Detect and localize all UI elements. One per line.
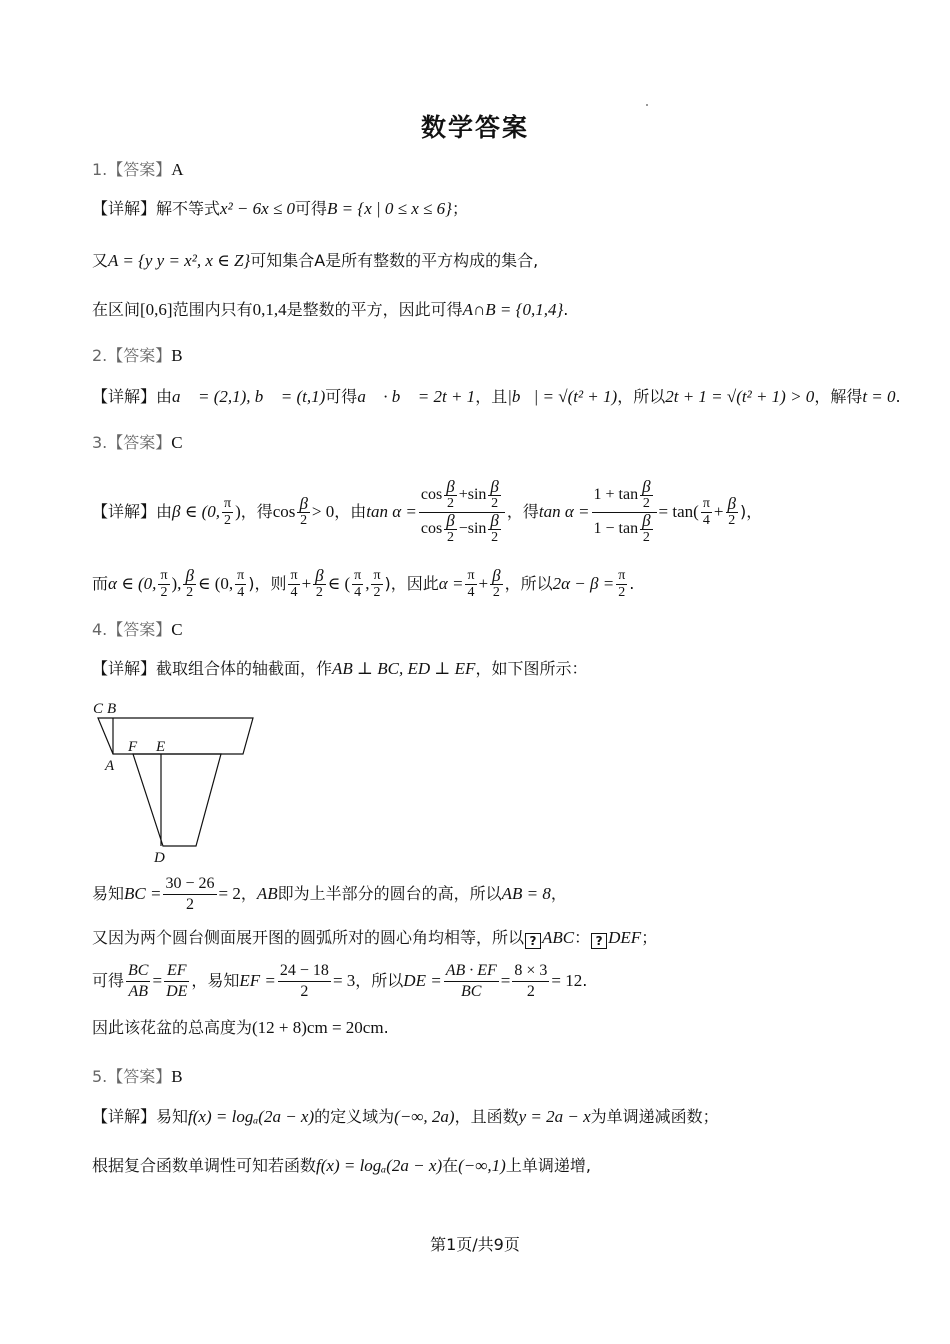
math-vectors: a⃗ = (2,1), b⃗ = (t,1) <box>172 387 326 406</box>
math-alpha-range: α ∈ (0, <box>108 574 157 593</box>
text: 又因为两个圆台侧面展开图的圆弧所对的圆心角均相等，所以 <box>92 928 525 947</box>
text: 易知 <box>156 1107 189 1126</box>
fraction-pi-2 <box>158 568 169 601</box>
denominator: 2 <box>186 584 194 600</box>
text: ，所以 <box>355 971 404 990</box>
denominator: 4 <box>467 584 475 600</box>
numerator: β <box>727 493 736 513</box>
q3-answer-head <box>92 430 183 453</box>
fraction-beta-2 <box>297 493 309 529</box>
denominator: 2 <box>446 529 454 545</box>
q1-head-label: 1.【答案】 <box>92 160 172 179</box>
text: . <box>582 971 588 990</box>
q4-detail-line3 <box>92 927 657 949</box>
text: )，则 <box>248 574 287 593</box>
text: 截取组合体的轴截面，作 <box>156 659 333 678</box>
denominator: 2 <box>618 584 626 600</box>
fraction-beta-2 <box>640 476 652 512</box>
math-function-f: f(x) = logₐ(2a − x) <box>188 1107 315 1126</box>
lower-frustum <box>133 754 221 846</box>
fraction-pi-4 <box>288 568 299 601</box>
text: ，得 <box>506 502 539 521</box>
denominator: 2 <box>491 495 499 511</box>
fraction-8x3-2 <box>512 961 549 1002</box>
text: ，解得 <box>814 387 863 406</box>
math-gt-zero: > 0 <box>311 502 335 521</box>
numerator: π <box>160 567 168 583</box>
math-cos: cos <box>272 502 296 521</box>
label-c: C <box>93 701 104 717</box>
text: 易知 <box>92 884 125 903</box>
denominator: AB <box>128 982 149 1000</box>
denominator: 2 <box>224 512 232 528</box>
text: 即为上半部分的圆台的高，所以 <box>277 884 502 903</box>
plus: + <box>713 502 724 521</box>
math-interval: [0,6] <box>140 300 173 319</box>
fraction-tan <box>592 476 657 546</box>
text: ，且函数 <box>454 1107 519 1126</box>
math-domain: (−∞, 2a) <box>394 1107 455 1126</box>
q4-detail-line5 <box>92 1017 389 1039</box>
q1-answer-head <box>92 157 184 180</box>
denominator: 4 <box>354 584 362 600</box>
math-eq-tan: = tan( <box>658 502 699 521</box>
text: ，得 <box>240 502 273 521</box>
numerator <box>592 476 657 513</box>
fraction-beta-2 <box>313 565 325 601</box>
denominator: 2 <box>526 982 535 1000</box>
q1-detail-line3 <box>92 299 568 321</box>
fraction-pi-4 <box>352 568 363 601</box>
math-eq-12: = 12 <box>551 971 583 990</box>
math-eq-3: = 3 <box>332 971 356 990</box>
math-linear: y = 2a − x <box>518 1107 591 1126</box>
fraction-pi-2 <box>616 568 627 601</box>
plus: + <box>458 485 468 503</box>
text: 由 <box>156 387 173 406</box>
detail-label: 【详解】 <box>92 502 157 521</box>
q5-detail-line1 <box>92 1106 719 1128</box>
math-in: ∈ (0, <box>197 574 234 593</box>
fraction-30-26 <box>163 874 216 915</box>
numerator: π <box>290 567 298 583</box>
numerator: β <box>315 565 324 585</box>
math-set-b: B = {x | 0 ≤ x ≤ 6} <box>327 199 452 218</box>
fraction-pi-2 <box>371 568 382 601</box>
text: 上单调递增, <box>505 1156 591 1175</box>
text: . <box>895 387 901 406</box>
math-tan-alpha: tan α = <box>366 502 417 521</box>
fraction-pi-4 <box>235 568 246 601</box>
unknown-symbol-icon: ? <box>591 933 607 949</box>
text: 又 <box>92 251 109 270</box>
math-2alpha-minus-beta: 2α − β = <box>552 574 615 593</box>
math-tan-alpha: tan α = <box>538 502 590 521</box>
denominator: 2 <box>491 529 499 545</box>
q3-detail-line2: 而 α ∈ (0, $\frac{\pi}{2}$ ), $\frac{\beta}{2}$ ∈ (0, $\frac{\pi}{4}$ )，则 $\frac{\pi}{4}$ + $\frac{\beta}{2}$ ∈ ( $\frac{\pi}{4}$ , $\frac{\pi}{2}$ )，因此 α = $\frac{\pi}{4}$ + $\frac{\beta}{2}$ ，所以 2α − β = $\frac{\pi}{2}$ . <box>92 565 635 600</box>
numerator: 8 × 3 <box>512 961 549 982</box>
q5-head-label: 5.【答案】 <box>92 1067 172 1086</box>
math-values: 0,1,4 <box>252 300 287 319</box>
math-def: DEF <box>608 928 642 947</box>
fraction-ab-ef-bc <box>444 961 499 1002</box>
math-intersection: A∩B = {0,1,4} <box>462 300 564 319</box>
text: . <box>563 300 569 319</box>
denominator: 2 <box>300 982 309 1000</box>
math-eq-2: = 2 <box>218 884 241 903</box>
numerator: β <box>490 510 499 530</box>
text: )，因此 <box>384 574 439 593</box>
q2-answer-head <box>92 343 183 366</box>
fraction-beta-2 <box>444 510 456 546</box>
denominator: 2 <box>160 584 168 600</box>
q4-answer: C <box>171 620 183 639</box>
numerator: β <box>642 510 651 530</box>
text: . <box>629 574 635 593</box>
unknown-symbol-icon: ? <box>525 933 541 949</box>
sin: sin <box>467 519 487 537</box>
math-interval: (−∞,1) <box>458 1156 506 1175</box>
numerator: β <box>299 493 308 513</box>
numerator: π <box>373 567 381 583</box>
denominator: 2 <box>300 512 308 528</box>
scan-speck <box>646 104 648 106</box>
math-inequality: x² − 6x ≤ 0 <box>220 199 296 218</box>
minus: − <box>458 519 468 537</box>
math-function-f: f(x) = logₐ(2a − x) <box>316 1156 443 1175</box>
math-bc: BC = <box>124 884 162 903</box>
numerator: π <box>237 567 245 583</box>
denominator: 2 <box>373 584 381 600</box>
numerator: β <box>446 476 455 496</box>
numerator: AB · EF <box>444 961 499 982</box>
detail-label: 【详解】 <box>92 199 157 218</box>
fraction-pi-4 <box>465 568 476 601</box>
q5-detail-line2 <box>92 1155 591 1177</box>
q4-head-label: 4.【答案】 <box>92 620 172 639</box>
numerator: π <box>618 567 626 583</box>
fraction-beta-2 <box>640 510 652 546</box>
denominator: 4 <box>702 512 710 528</box>
separator: ), <box>171 574 182 593</box>
detail-label: 【详解】 <box>92 387 157 406</box>
detail-label: 【详解】 <box>92 1107 157 1126</box>
fraction-beta-2 <box>488 476 500 512</box>
fraction-beta-2 <box>726 493 738 529</box>
label-b: B <box>107 701 117 717</box>
text: 可得 <box>295 199 328 218</box>
numerator: BC <box>126 961 150 982</box>
math-equation: 2t + 1 = √(t² + 1) > 0 <box>665 387 815 406</box>
q3-detail-line1: 【详解】 由 β ∈ (0, $\frac{\pi}{2}$ ) ，得 cos $\frac{\beta}{2}$ > 0 ，由 tan α = cos $\frac{\beta}{2}$ +sin $\frac{\beta}{2}$ cos $\frac{\beta}{2}$ −sin $\frac{\beta}{2}$ ，得 tan α = 1 + tan $\frac{\beta}{2}$ 1 − tan $\frac{\beta}{2}$ = tan( $\frac{\pi}{4}$ + $\frac{\beta}{2}$ )， <box>92 476 763 545</box>
q3-head-label: 3.【答案】 <box>92 433 172 452</box>
math-result: t = 0 <box>862 387 896 406</box>
q5-answer: B <box>171 1067 183 1086</box>
denominator: 4 <box>237 584 245 600</box>
page-footer: 第1页/共9页 <box>430 1235 520 1254</box>
text: ； <box>451 199 468 218</box>
label-e: E <box>156 739 166 755</box>
denominator <box>592 510 657 546</box>
text: ， <box>550 884 567 903</box>
text: ，所以 <box>617 387 666 406</box>
denominator: BC <box>461 982 482 1000</box>
math-ab-eq-8: AB = 8 <box>501 884 551 903</box>
math-total-height: (12 + 8)cm = 20cm <box>252 1018 384 1037</box>
denominator: 2 <box>728 512 736 528</box>
fraction-beta-2 <box>490 565 502 601</box>
numerator: 24 − 18 <box>278 961 331 982</box>
text: 由 <box>156 502 173 521</box>
text: 是整数的平方，因此可得 <box>286 300 463 319</box>
math-set-a: A = {y y = x², x ∈ Z} <box>108 251 251 270</box>
label-d: D <box>154 850 165 866</box>
upper-frustum <box>98 718 253 754</box>
q4-detail-line2 <box>92 870 567 918</box>
numerator: EF <box>164 961 189 982</box>
text: 根据复合函数单调性可知若函数 <box>92 1156 317 1175</box>
q3-answer: C <box>171 433 183 452</box>
text: ； <box>641 928 658 947</box>
q2-answer: B <box>171 346 183 365</box>
q2-detail-line1 <box>92 386 901 408</box>
math-ef: EF = <box>239 971 276 990</box>
flowerpot-cross-section-figure <box>90 696 270 868</box>
text: 因此该花盆的总高度为 <box>92 1018 253 1037</box>
numerator: π <box>224 495 232 511</box>
text: 在 <box>442 1156 459 1175</box>
numerator <box>419 476 505 513</box>
q2-head-label: 2.【答案】 <box>92 346 172 365</box>
math-de: DE = <box>403 971 442 990</box>
math-in: ∈ ( <box>327 574 351 593</box>
numerator: 30 − 26 <box>163 874 216 895</box>
text: ，所以 <box>504 574 553 593</box>
one-minus-tan: 1 − tan <box>593 519 639 537</box>
math-alpha-eq: α = <box>438 574 464 593</box>
numerator: β <box>446 510 455 530</box>
denominator: 2 <box>446 495 454 511</box>
text: ，如下图所示： <box>475 659 588 678</box>
math-ab: AB <box>256 884 278 903</box>
fraction-beta-2 <box>444 476 456 512</box>
page-title: 数学答案 <box>420 113 529 142</box>
fraction-cos-sin <box>419 476 505 546</box>
fraction-24-18 <box>278 961 331 1002</box>
denominator: 2 <box>315 584 323 600</box>
q4-detail-line4: 可得 $\frac{BC}{AB}$ = $\frac{EF}{DE}$ ，易知 EF = $\frac{24 - 18}{2}$ = 3 ，所以 DE = $\frac{AB \cdot EF}{BC}$ = $\frac{8 \times 3}{2}$ = 12 . <box>92 961 588 1000</box>
math-norm: |b⃗| = √(t² + 1) <box>507 387 618 406</box>
denominator: 2 <box>642 529 650 545</box>
numerator: β <box>185 565 194 585</box>
denominator: 2 <box>492 584 500 600</box>
numerator: β <box>490 476 499 496</box>
math-beta-range: β ∈ (0, <box>172 502 220 521</box>
text: 可得 <box>92 971 125 990</box>
text: ， <box>240 884 257 903</box>
q5-answer-head <box>92 1064 183 1087</box>
numerator: π <box>702 495 710 511</box>
detail-label: 【详解】 <box>92 659 157 678</box>
text: )， <box>739 502 763 521</box>
fraction-pi-2 <box>222 496 233 529</box>
denominator: 2 <box>642 495 650 511</box>
fraction-pi-4 <box>701 496 712 529</box>
denominator: DE <box>166 982 188 1000</box>
math-dot-product: a⃗ · b⃗ = 2t + 1 <box>357 387 476 406</box>
text: ： <box>574 928 591 947</box>
math-perpendiculars: AB ⊥ BC, ED ⊥ EF <box>332 659 476 678</box>
fraction-beta-2 <box>488 510 500 546</box>
text: ，且 <box>475 387 508 406</box>
math-abc: ABC <box>542 928 575 947</box>
fraction-beta-2 <box>183 565 195 601</box>
q4-answer-head <box>92 617 183 640</box>
plus: + <box>478 574 489 593</box>
text: 可知集合A是所有整数的平方构成的集合, <box>250 251 539 270</box>
text: . <box>383 1018 389 1037</box>
label-f: F <box>128 739 138 755</box>
q1-detail-line2 <box>92 250 538 272</box>
text: 在区间 <box>92 300 141 319</box>
denominator: 2 <box>185 895 194 913</box>
numerator: β <box>642 476 651 496</box>
plus: + <box>301 574 312 593</box>
text: ，由 <box>334 502 367 521</box>
text: 为单调递减函数； <box>590 1107 719 1126</box>
text: 而 <box>92 574 109 593</box>
text: 解不等式 <box>156 199 221 218</box>
numerator: β <box>492 565 501 585</box>
one-plus-tan: 1 + tan <box>593 485 639 503</box>
fraction-bc-ab <box>126 961 150 1002</box>
denominator: 4 <box>290 584 298 600</box>
denominator <box>419 510 505 546</box>
text: 可得 <box>325 387 358 406</box>
text: 范围内只有 <box>172 300 253 319</box>
cos: cos <box>420 519 443 537</box>
numerator: π <box>467 567 475 583</box>
text: ，易知 <box>191 971 240 990</box>
sin: sin <box>467 485 487 503</box>
text: 的定义域为 <box>314 1107 395 1126</box>
q1-detail-line1 <box>92 198 468 220</box>
q4-detail-line1 <box>92 658 587 680</box>
q1-answer: A <box>171 160 184 179</box>
numerator: π <box>354 567 362 583</box>
label-a: A <box>105 758 115 774</box>
fraction-ef-de <box>164 961 189 1002</box>
cos: cos <box>420 485 443 503</box>
